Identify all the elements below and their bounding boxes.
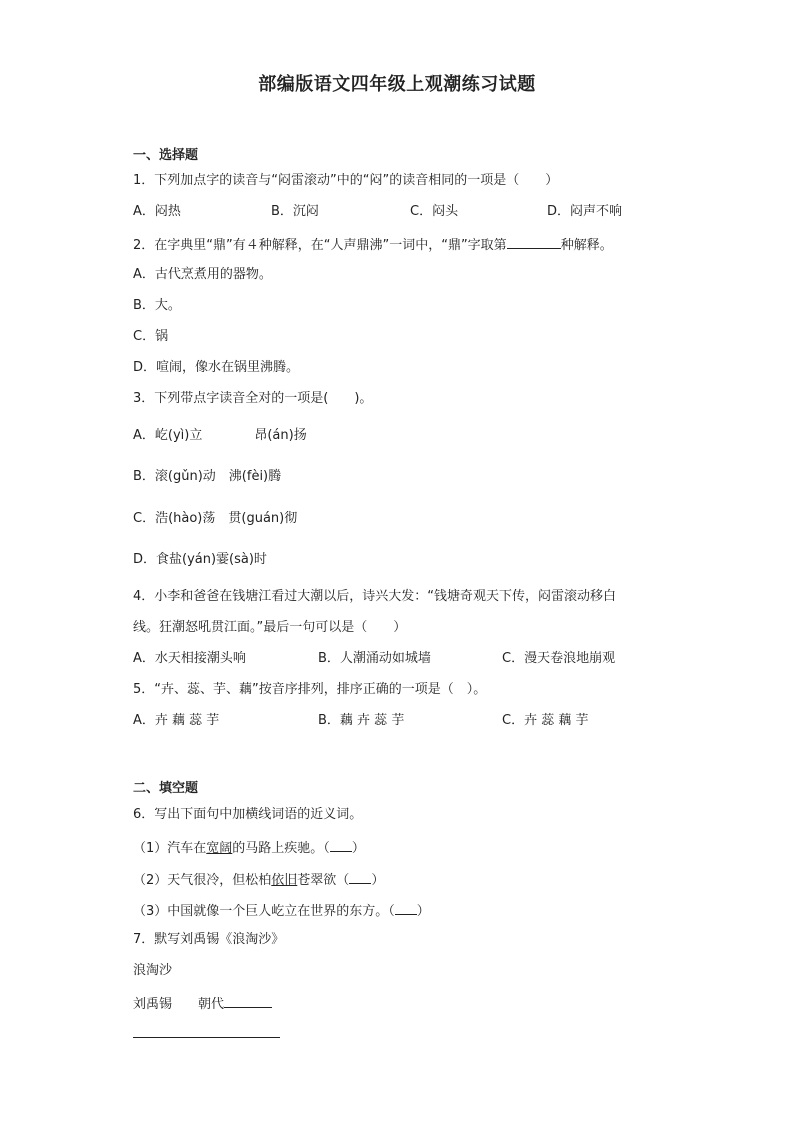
question-4-stem-line-2: 线。狂潮怒吼贯江面。”最后一句可以是（ ） (133, 620, 407, 635)
close-paren: ） (416, 904, 430, 919)
question-2-stem-tail: 种解释。 (560, 238, 613, 253)
section-heading-choice: 一、选择题 (133, 148, 199, 163)
question-4-stem-line-1: 4．小李和爸爸在钱塘江看过大潮以后，诗兴大发：“钱塘奇观天下传，闷雷滚动移白 (133, 589, 617, 604)
answer-blank[interactable] (349, 869, 371, 884)
dynasty-blank[interactable] (224, 993, 272, 1008)
question-2-stem (133, 234, 613, 255)
question-5-stem: 5．“卉、蕊、芋、藕”按音序排列，排序正确的一项是（ ）。 (133, 682, 487, 697)
question-3-option-a: A．屹(yì)立 昂(án)扬 (133, 428, 307, 443)
question-4-option-a: A．水天相接潮头响 (133, 651, 246, 666)
question-2-stem-text: 2．在字典里“鼎”有４种解释，在“人声鼎沸”一词中，“鼎”字取第 (133, 238, 507, 253)
question-7-stem: 7．默写刘禹锡《浪淘沙》 (133, 932, 285, 947)
question-1-stem: 1．下列加点字的读音与“闷雷滚动”中的“闷”的读音相同的一项是（ ） (133, 173, 559, 188)
question-1-option-b: B．沉闷 (271, 204, 319, 219)
question-6-sentence-3 (133, 900, 430, 921)
page-title: 部编版语文四年级上观潮练习试题 (258, 74, 536, 95)
question-3-stem: 3．下列带点字读音全对的一项是( )。 (133, 391, 373, 406)
answer-blank[interactable] (395, 900, 417, 915)
poem-author-line (133, 993, 272, 1014)
author-text: 刘禹锡 朝代 (133, 997, 225, 1012)
question-4-option-b: B．人潮涌动如城墙 (318, 651, 431, 666)
question-2-option-b: B．大。 (133, 298, 181, 313)
question-1-option-a: A．闷热 (133, 204, 181, 219)
sentence-text: 的马路上疾驰。（ (232, 841, 330, 856)
sentence-text: （2）天气很冷，但松柏 (133, 873, 272, 888)
question-6-stem: 6．写出下面句中加横线词语的近义词。 (133, 807, 363, 822)
answer-line[interactable] (133, 1037, 280, 1038)
question-2-option-a: A．古代烹煮用的器物。 (133, 267, 272, 282)
sentence-text: （3）中国就像一个巨人屹立在世界的东方。（ (133, 904, 395, 919)
sentence-text: 苍翠欲（ (297, 873, 350, 888)
question-2-option-d: D．喧闹，像水在锅里沸腾。 (133, 360, 300, 375)
underlined-word: 宽阔 (206, 841, 233, 856)
question-5-option-b: B．藕 卉 蕊 芋 (318, 713, 405, 728)
underlined-word: 依旧 (271, 873, 298, 888)
question-3-option-c: C．浩(hào)荡 贯(guán)彻 (133, 511, 298, 526)
answer-blank[interactable] (330, 837, 352, 852)
question-5-option-c: C．卉 蕊 藕 芋 (502, 713, 589, 728)
question-6-sentence-2 (133, 869, 384, 890)
sentence-text: （1）汽车在 (133, 841, 207, 856)
poem-title: 浪淘沙 (133, 963, 173, 978)
question-6-sentence-1 (133, 837, 365, 858)
question-1-option-c: C．闷头 (410, 204, 459, 219)
question-2-option-c: C．锅 (133, 329, 169, 344)
close-paren: ） (351, 841, 365, 856)
section-heading-fill: 二、填空题 (133, 781, 199, 796)
question-3-option-d: D．食盐(yán)霎(sà)时 (133, 552, 267, 567)
question-5-option-a: A．卉 藕 蕊 芋 (133, 713, 220, 728)
answer-blank[interactable] (507, 234, 561, 249)
question-3-option-b: B．滚(gǔn)动 沸(fèi)腾 (133, 469, 282, 484)
question-1-option-d: D．闷声不响 (547, 204, 623, 219)
close-paren: ） (371, 873, 385, 888)
question-4-option-c: C．漫天卷浪地崩观 (502, 651, 616, 666)
